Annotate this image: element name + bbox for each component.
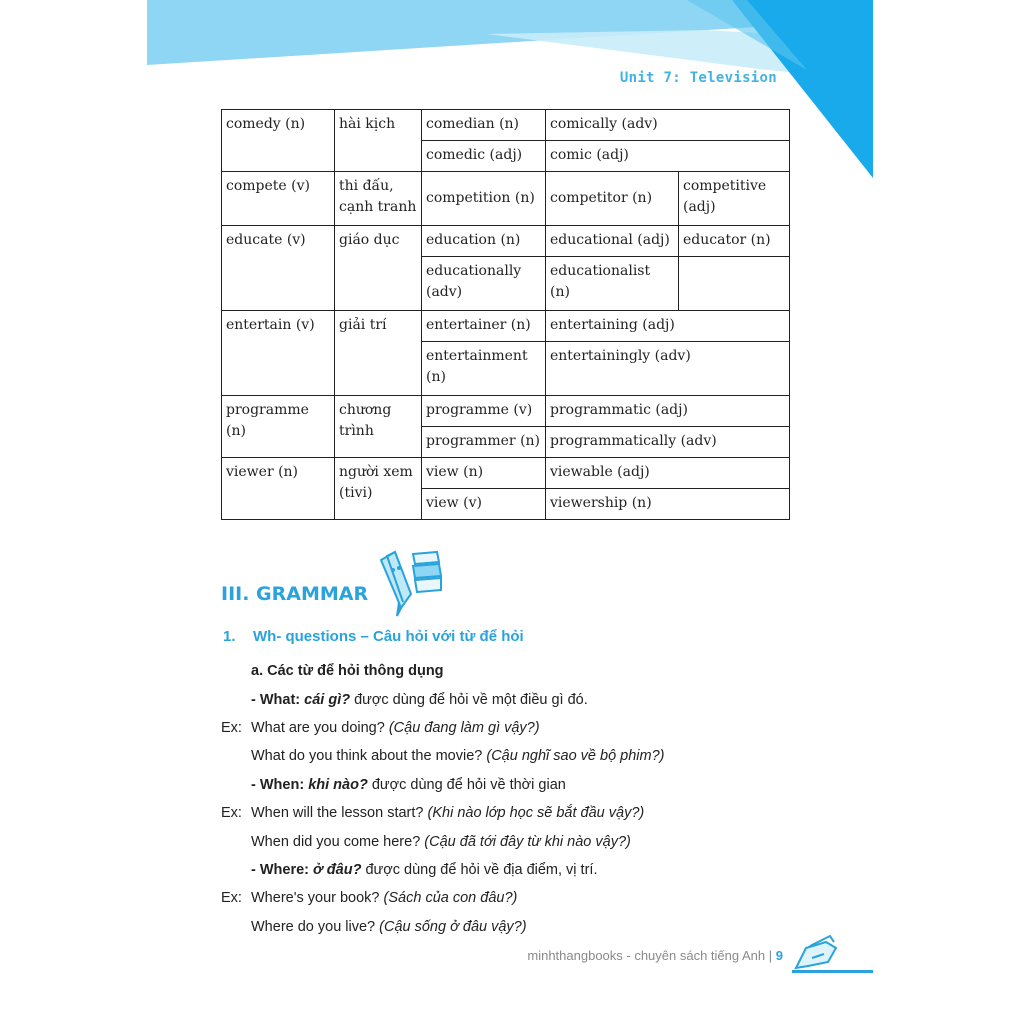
example-line	[251, 720, 540, 736]
writing-hand-icon	[792, 934, 873, 974]
what-prefix: - What:	[251, 692, 305, 708]
table-cell: comedy (n)	[222, 110, 335, 172]
where-rule	[251, 862, 597, 878]
example-vi: (Cậu đã tới đây từ khi nào vậy?)	[424, 834, 631, 850]
table-cell: thi đấu, cạnh tranh	[335, 172, 422, 226]
example-en: What are you doing?	[251, 720, 389, 736]
table-cell: comedian (n)	[422, 110, 546, 141]
table-cell: competitive (adj)	[679, 172, 790, 226]
example-line	[251, 748, 665, 764]
table-cell: comic (adj)	[546, 141, 790, 172]
table-cell: entertainment (n)	[422, 342, 546, 396]
table-cell: comically (adv)	[546, 110, 790, 141]
example-vi: (Cậu sống ở đâu vậy?)	[379, 919, 527, 935]
table-row	[222, 458, 790, 489]
example-line	[251, 890, 517, 906]
vocabulary-table	[221, 109, 790, 520]
example-en: When did you come here?	[251, 834, 425, 850]
table-cell: educate (v)	[222, 226, 335, 311]
table-row	[222, 396, 790, 427]
footer: minhthangbooks - chuyên sách tiếng Anh | 9	[527, 948, 783, 963]
table-cell: viewership (n)	[546, 489, 790, 520]
table-cell: educationalist (n)	[546, 257, 679, 311]
book-page	[147, 0, 873, 1017]
table-cell: programmatic (adj)	[546, 396, 790, 427]
ex-label: Ex:	[221, 805, 242, 821]
where-meaning: ở đâu?	[313, 862, 362, 878]
when-rule	[251, 777, 566, 793]
table-cell: educationally (adv)	[422, 257, 546, 311]
example-line	[251, 834, 631, 850]
when-prefix: - When:	[251, 777, 309, 793]
section-title-text: Wh- questions – Câu hỏi với từ để hỏi	[253, 628, 524, 645]
subheading: a. Các từ để hỏi thông dụng	[251, 663, 444, 679]
table-cell: view (v)	[422, 489, 546, 520]
example-line	[251, 805, 644, 821]
table-cell: view (n)	[422, 458, 546, 489]
when-desc: được dùng để hỏi về thời gian	[367, 777, 566, 793]
table-cell	[679, 257, 790, 311]
table-cell: comedic (adj)	[422, 141, 546, 172]
table-row	[222, 172, 790, 226]
ex-label: Ex:	[221, 890, 242, 906]
example-en: Where's your book?	[251, 890, 384, 906]
table-cell: programme (n)	[222, 396, 335, 458]
table-row	[222, 311, 790, 342]
table-cell: hài kịch	[335, 110, 422, 172]
section-number: 1.	[223, 628, 236, 645]
table-cell: educator (n)	[679, 226, 790, 257]
table-cell: viewer (n)	[222, 458, 335, 520]
where-desc: được dùng để hỏi về địa điểm, vị trí.	[361, 862, 598, 878]
table-cell: programmatically (adv)	[546, 427, 790, 458]
table-cell: người xem (tivi)	[335, 458, 422, 520]
table-cell: giáo dục	[335, 226, 422, 311]
table-cell: entertainer (n)	[422, 311, 546, 342]
table-cell: programme (v)	[422, 396, 546, 427]
example-line	[251, 919, 527, 935]
grammar-heading: III. GRAMMAR	[221, 583, 369, 605]
page-number: 9	[775, 948, 783, 963]
table-cell: giải trí	[335, 311, 422, 396]
table-row	[222, 110, 790, 141]
example-en: When will the lesson start?	[251, 805, 428, 821]
unit-title: Unit 7: Television	[619, 70, 777, 86]
example-en: What do you think about the movie?	[251, 748, 487, 764]
example-vi: (Khi nào lớp học sẽ bắt đầu vậy?)	[427, 805, 645, 821]
table-cell: entertaining (adj)	[546, 311, 790, 342]
what-rule	[251, 692, 588, 708]
table-cell: competition (n)	[422, 172, 546, 226]
table-cell: chương trình	[335, 396, 422, 458]
section-title	[223, 628, 524, 645]
table-cell: entertainingly (adv)	[546, 342, 790, 396]
example-vi: (Cậu nghĩ sao về bộ phim?)	[486, 748, 665, 764]
table-row	[222, 226, 790, 257]
where-prefix: - Where:	[251, 862, 314, 878]
table-cell: education (n)	[422, 226, 546, 257]
table-cell: competitor (n)	[546, 172, 679, 226]
when-meaning: khi nào?	[308, 777, 368, 793]
table-cell: entertain (v)	[222, 311, 335, 396]
example-vi: (Cậu đang làm gì vậy?)	[388, 720, 540, 736]
what-desc: được dùng để hỏi về một điều gì đó.	[350, 692, 588, 708]
table-cell: programmer (n)	[422, 427, 546, 458]
example-en: Where do you live?	[251, 919, 380, 935]
what-meaning: cái gì?	[304, 692, 351, 708]
table-cell: compete (v)	[222, 172, 335, 226]
pencil-book-icon	[371, 546, 447, 618]
table-cell: viewable (adj)	[546, 458, 790, 489]
example-vi: (Sách của con đâu?)	[383, 890, 518, 906]
publisher-text: minhthangbooks - chuyên sách tiếng Anh	[527, 948, 766, 963]
ex-label: Ex:	[221, 720, 242, 736]
table-cell: educational (adj)	[546, 226, 679, 257]
